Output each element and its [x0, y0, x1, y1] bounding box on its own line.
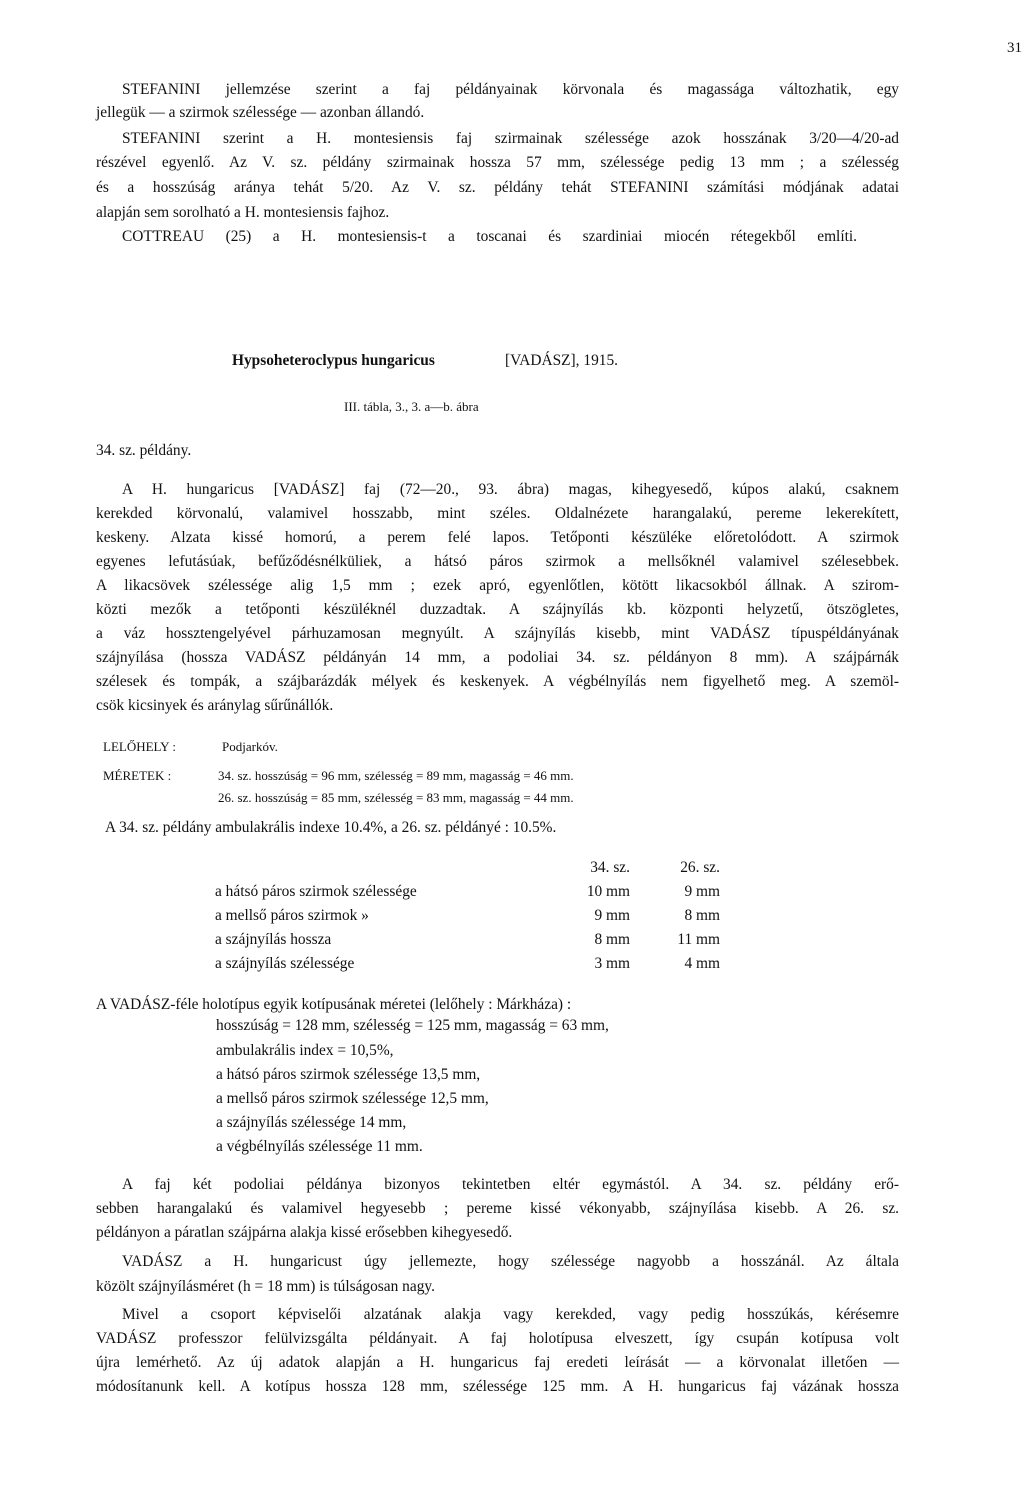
- measurement-row: 34. sz. hosszúság = 96 mm, szélesség = 89 mm, magasság = 46 mm.: [218, 768, 574, 783]
- table-row: [215, 904, 720, 928]
- page-number: 31: [1007, 40, 1022, 56]
- plate-reference: III. tábla, 3., 3. a—b. ábra: [344, 399, 479, 414]
- ambulacral-index-line: A 34. sz. példány ambulakrális indexe 10.4%, a 26. sz. példányé : 10.5%.: [105, 819, 557, 836]
- text-line: közti mezők a tetőponti készüléknél duzzadtak. A szájnyílás kb. központi helyzetű, ötszögletes,: [96, 601, 899, 618]
- table-cell: a hátsó páros szirmok szélessége: [215, 883, 417, 900]
- cotype-line: a mellső páros szirmok szélessége 12,5 mm,: [216, 1090, 489, 1107]
- table-cell: a szájnyílás hossza: [215, 931, 332, 948]
- text-line: a váz hossztengelyével párhuzamosan megnyúlt. A szájnyílás kisebb, mint VADÁSZ típuspéldányának: [96, 625, 899, 642]
- text-line: módosítanunk kell. A kotípus hossza 128 mm, szélessége 125 mm. A H. hungaricus faj vázának hossza: [96, 1378, 899, 1395]
- table-header-cell: [215, 856, 555, 880]
- table-cell: 8 mm: [684, 907, 720, 924]
- table-cell: 9 mm: [684, 883, 720, 900]
- cotype-line: a szájnyílás szélessége 14 mm,: [216, 1114, 407, 1131]
- text-line: STEFANINI jellemzése szerint a faj példányainak körvonala és magassága változhatik, egy: [122, 81, 899, 98]
- text-line: csök kicsinyek és aránylag sűrűnállók.: [96, 697, 334, 714]
- table-row: [215, 880, 720, 904]
- table-cell: 3 mm: [594, 955, 630, 972]
- text-line: VADÁSZ professzor felülvizsgálta példányait. A faj holotípusa elveszett, így csupán kotípusa volt: [96, 1330, 899, 1347]
- text-line: STEFANINI szerint a H. montesiensis faj szirmainak szélessége azok hosszának 3/20—4/20-ad: [122, 130, 899, 147]
- text-line: szélesek és tompák, a szájbarázdák mélyek és keskenyek. A végbélnyílás nem figyelhető meg. A szemöl-: [96, 673, 899, 690]
- locality-label: LELŐHELY :: [103, 739, 176, 754]
- comparison-table: [215, 856, 720, 976]
- text-line: példányon a páratlan szájpárna alakja kissé erősebben kihegyesedő.: [96, 1224, 513, 1241]
- specimen-label: 34. sz. példány.: [96, 442, 192, 459]
- table-cell: a szájnyílás szélessége: [215, 955, 355, 972]
- text-line: egyenes lefutásúak, befűződésnélküliek, a hátsó páros szirmok a mellsőknél valamivel szélesebbek.: [96, 553, 899, 570]
- text-line: szájnyílása (hossza VADÁSZ példányán 14 mm, a podoliai 34. sz. példányon 8 mm). A szájpárnák: [96, 649, 899, 666]
- text-line: sebben harangalakú és valamivel hegyesebb ; pereme kissé vékonyabb, szájnyílása kisebb. A 26. sz.: [96, 1200, 899, 1217]
- text-line: és a hosszúság aránya tehát 5/20. Az V. sz. példány tehát STEFANINI számítási módjának adatai: [96, 179, 899, 196]
- cotype-line: a végbélnyílás szélessége 11 mm.: [216, 1138, 423, 1155]
- table-cell: 11 mm: [677, 931, 720, 948]
- text-line: Mivel a csoport képviselői alzatának alakja vagy kerekded, vagy pedig hosszúkás, kérésemre: [122, 1306, 899, 1323]
- table-header-row: [215, 856, 720, 880]
- species-author: [VADÁSZ], 1915.: [505, 352, 619, 369]
- measurement-row: 26. sz. hosszúság = 85 mm, szélesség = 83 mm, magasság = 44 mm.: [218, 790, 574, 805]
- measurements-label: MÉRETEK :: [103, 768, 172, 783]
- text-line: újra lemérhető. Az új adatok alapján a H. hungaricus faj eredeti leírását — a körvonalat illetően —: [96, 1354, 899, 1371]
- text-line: VADÁSZ a H. hungaricust úgy jellemezte, hogy szélessége nagyobb a hosszánál. Az általa: [122, 1253, 899, 1270]
- text-line: A faj két podoliai példánya bizonyos tekintetben eltér egymástól. A 34. sz. példány erő-: [122, 1176, 899, 1193]
- locality-value: Podjarkóv.: [222, 739, 278, 754]
- table-header-cell: 26. sz.: [680, 859, 720, 876]
- text-line: kerekded körvonalú, valamivel hosszabb, mint széles. Oldalnézete harangalakú, pereme lekerekített,: [96, 505, 899, 522]
- text-line: közölt szájnyílásméret (h = 18 mm) is túlságosan nagy.: [96, 1278, 435, 1295]
- text-line: A H. hungaricus [VADÁSZ] faj (72—20., 93. ábra) magas, kihegyesedő, kúpos alakú, csaknem: [122, 481, 899, 498]
- text-line: részével egyenlő. Az V. sz. példány szirmainak hossza 57 mm, szélessége pedig 13 mm ; a szélesség: [96, 154, 899, 171]
- species-name: Hypsoheteroclypus hungaricus: [232, 352, 435, 369]
- cotype-line: hosszúság = 128 mm, szélesség = 125 mm, magasság = 63 mm,: [216, 1017, 609, 1034]
- table-cell: a mellső páros szirmok »: [215, 907, 369, 924]
- text-line: A likacsövek szélessége alig 1,5 mm ; ezek apró, egyenlőtlen, kötött likacsokból állnak. A szirom-: [96, 577, 899, 594]
- table-cell: 8 mm: [594, 931, 630, 948]
- text-line: alapján sem sorolható a H. montesiensis fajhoz.: [96, 204, 390, 221]
- table-cell: 9 mm: [594, 907, 630, 924]
- cotype-line: a hátsó páros szirmok szélessége 13,5 mm,: [216, 1066, 481, 1083]
- cotype-intro: A VADÁSZ-féle holotípus egyik kotípusának méretei (lelőhely : Márkháza) :: [96, 996, 572, 1013]
- table-cell: 4 mm: [684, 955, 720, 972]
- table-row: [215, 952, 720, 976]
- text-line: COTTREAU (25) a H. montesiensis-t a toscanai és szardiniai miocén rétegekből említi.: [122, 228, 857, 245]
- text-line: keskeny. Alzata kissé homorú, a perem felé lapos. Tetőponti készüléke előretolódott. A szirmok: [96, 529, 899, 546]
- table-cell: 10 mm: [586, 883, 630, 900]
- table-row: [215, 928, 720, 952]
- table-header-cell: 34. sz.: [590, 859, 630, 876]
- cotype-line: ambulakrális index = 10,5%,: [216, 1042, 394, 1059]
- text-line: jellegük — a szirmok szélessége — azonban állandó.: [96, 104, 425, 121]
